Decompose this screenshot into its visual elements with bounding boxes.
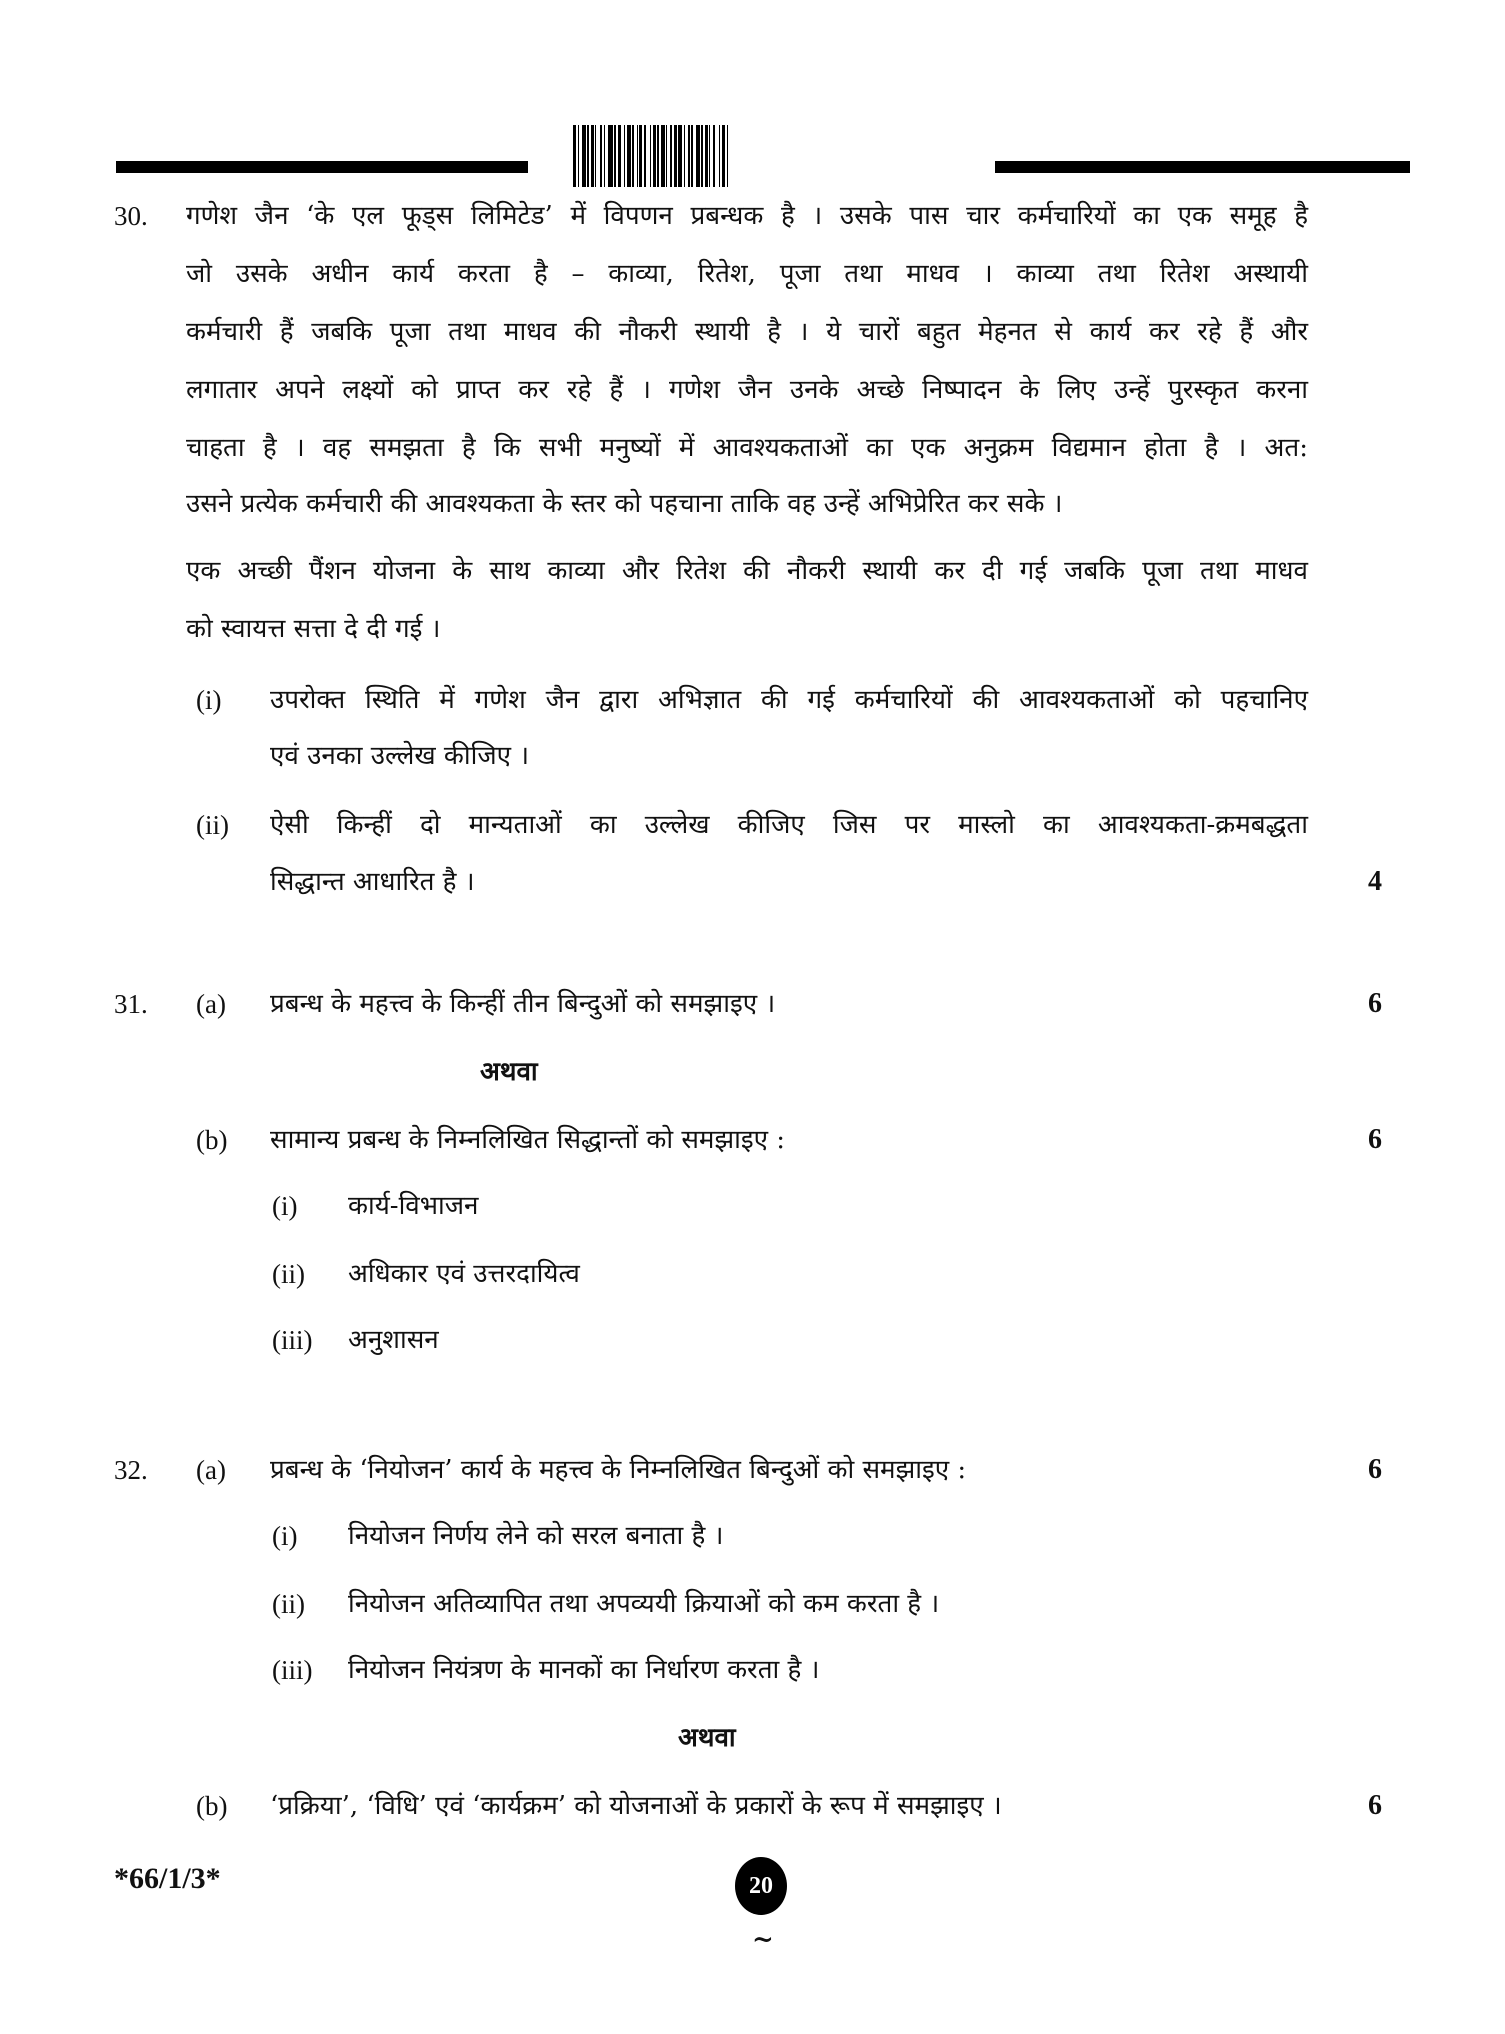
q31b-item-ii-label: (ii)	[272, 1259, 305, 1289]
q31b-item-iii-label: (iii)	[272, 1325, 313, 1355]
q31b-item-i-label: (i)	[272, 1191, 298, 1221]
paper-code: *66/1/3*	[114, 1862, 221, 1895]
barcode-stripe	[728, 125, 731, 187]
q32a-item-ii-label: (ii)	[272, 1589, 305, 1619]
q31a-marks: 6	[1368, 988, 1382, 1019]
q31a-text: प्रबन्ध के महत्त्व के किन्हीं तीन बिन्दुओं को समझाइए ।	[270, 989, 776, 1019]
q30-para1-line1: गणेश जैन ‘के एल फूड्स लिमिटेड’ में विपणन प्रबन्धक है । उसके पास चार कर्मचारियों का एक समूह है	[186, 201, 1308, 231]
q31b-item-iii-text: अनुशासन	[348, 1325, 439, 1355]
q32a-marks: 6	[1368, 1454, 1382, 1485]
page-number: 20	[749, 1872, 773, 1899]
question-number-30: 30.	[114, 201, 148, 231]
q32a-item-ii-text: नियोजन अतिव्यापित तथा अपव्ययी क्रियाओं को कम करता है ।	[348, 1589, 940, 1619]
q30-part-i-line2: एवं उनका उल्लेख कीजिए ।	[270, 741, 530, 771]
q31b-label: (b)	[196, 1125, 228, 1155]
q32a-item-iii-text: नियोजन नियंत्रण के मानकों का निर्धारण करता है ।	[348, 1655, 820, 1685]
q30-part-i-line1: उपरोक्त स्थिति में गणेश जैन द्वारा अभिज्ञात की गई कर्मचारियों की आवश्यकताओं को पहचानिए	[270, 685, 1308, 715]
q32a-label: (a)	[196, 1455, 226, 1485]
q32a-text: प्रबन्ध के ‘नियोजन’ कार्य के महत्त्व के निम्नलिखित बिन्दुओं को समझाइए :	[270, 1455, 967, 1485]
question-number-32: 32.	[114, 1455, 148, 1485]
q31b-item-i-text: कार्य-विभाजन	[348, 1191, 479, 1221]
q32a-item-i-label: (i)	[272, 1521, 298, 1551]
q32b-marks: 6	[1368, 1790, 1382, 1821]
q30-part-ii-label: (ii)	[196, 810, 229, 840]
q32b-text: ‘प्रक्रिया’, ‘विधि’ एवं ‘कार्यक्रम’ को योजनाओं के प्रकारों के रूप में समझाइए ।	[270, 1791, 1002, 1821]
q31b-item-ii-text: अधिकार एवं उत्तरदायित्व	[348, 1259, 580, 1289]
page-number-badge	[735, 1857, 787, 1915]
q32a-item-i-text: नियोजन निर्णय लेने को सरल बनाता है ।	[348, 1521, 724, 1551]
q30-part-ii-line1: ऐसी किन्हीं दो मान्यताओं का उल्लेख कीजिए जिस पर मास्लो का आवश्यकता-क्रमबद्धता	[270, 810, 1308, 840]
q30-para1-line5: चाहता है । वह समझता है कि सभी मनुष्यों में आवश्यकताओं का एक अनुक्रम विद्यमान होता है । अत:	[186, 433, 1308, 463]
footer-tilde: ~	[752, 1925, 774, 1955]
question-number-31: 31.	[114, 989, 148, 1019]
q30-para1-line2: जो उसके अधीन कार्य करता है – काव्या, रितेश, पूजा तथा माधव । काव्या तथा रितेश अस्थायी	[186, 259, 1308, 289]
q30-para1-line4: लगातार अपने लक्ष्यों को प्राप्त कर रहे हैं । गणेश जैन उनके अच्छे निष्पादन के लिए उन्हें पुरस्कृत करना	[186, 375, 1308, 405]
q31b-text: सामान्य प्रबन्ध के निम्नलिखित सिद्धान्तों को समझाइए :	[270, 1125, 786, 1155]
header-bar-right	[995, 161, 1410, 173]
q31-or-label: अथवा	[480, 1057, 538, 1087]
q30-part-ii-line2: सिद्धान्त आधारित है ।	[270, 867, 475, 897]
q31b-marks: 6	[1368, 1124, 1382, 1155]
header-bar-left	[116, 161, 528, 173]
q30-marks: 4	[1368, 866, 1382, 897]
q30-part-i-label: (i)	[196, 685, 222, 715]
barcode	[573, 125, 930, 187]
q30-para1-line6: उसने प्रत्येक कर्मचारी की आवश्यकता के स्तर को पहचाना ताकि वह उन्हें अभिप्रेरित कर सके ।	[186, 489, 1063, 519]
q30-para2-line1: एक अच्छी पैंशन योजना के साथ काव्या और रितेश की नौकरी स्थायी कर दी गई जबकि पूजा तथा माधव	[186, 556, 1308, 586]
q32a-item-iii-label: (iii)	[272, 1655, 313, 1685]
q32-or-label: अथवा	[678, 1723, 736, 1753]
q30-para2-line2: को स्वायत्त सत्ता दे दी गई ।	[186, 614, 441, 644]
q31a-label: (a)	[196, 989, 226, 1019]
q30-para1-line3: कर्मचारी हैं जबकि पूजा तथा माधव की नौकरी स्थायी है । ये चारों बहुत मेहनत से कार्य कर रहे हैं और	[186, 317, 1308, 347]
q32b-label: (b)	[196, 1791, 228, 1821]
